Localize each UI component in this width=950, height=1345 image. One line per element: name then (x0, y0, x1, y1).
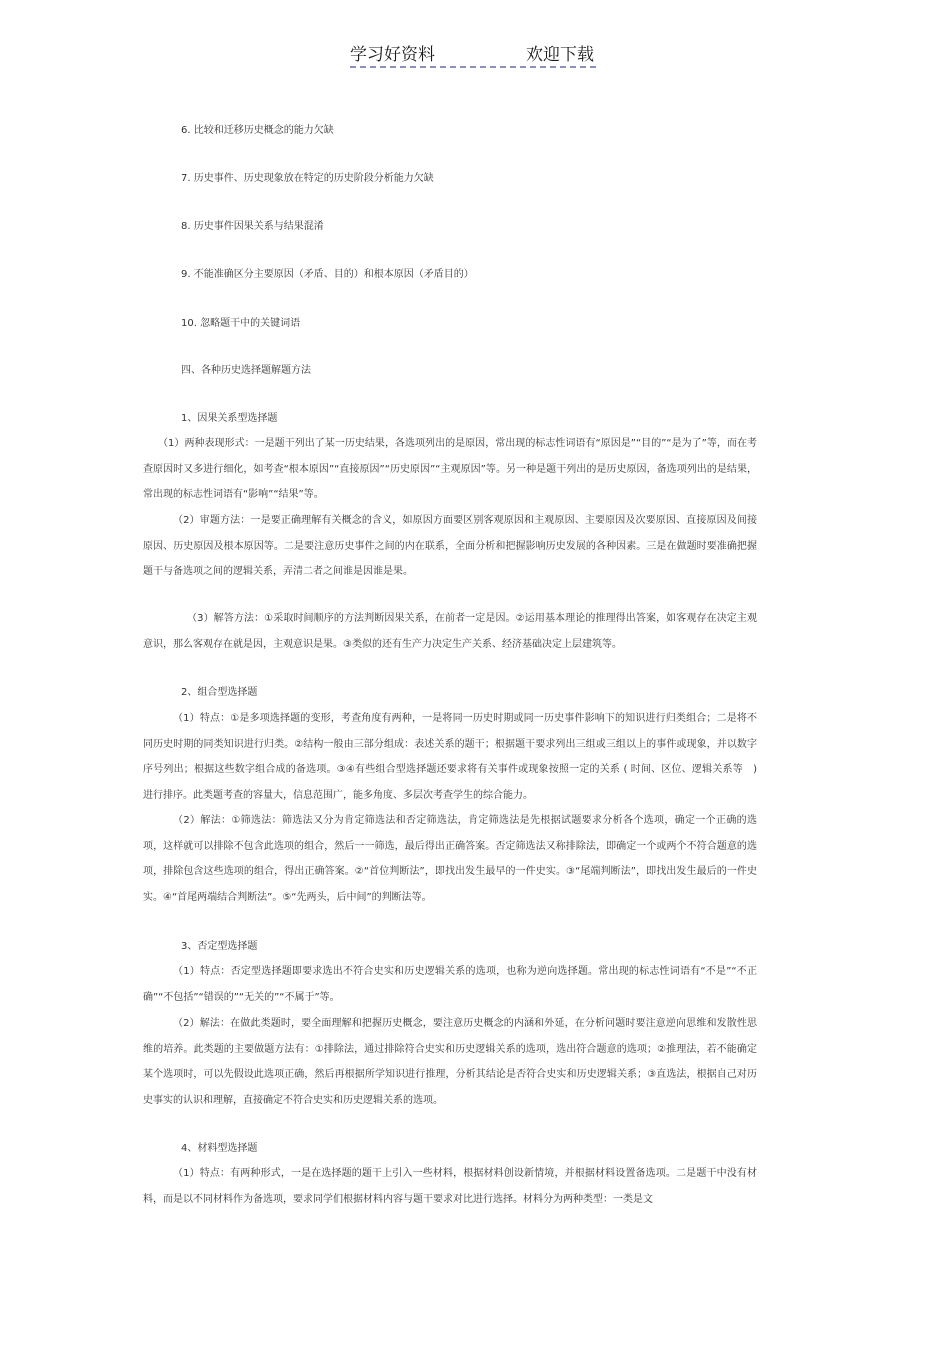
subsection-title: 2、组合型选择题 (181, 687, 258, 698)
paragraph: （1）特点：①是多项选择题的变形，考查角度有两种，一是将同一历史时期或同一历史事件影响下的知识进行归类组合；二是将不同历史时期的同类知识进行归类。②结构一般由三部分组成：表述关系的题干；根据题干要求列出三组或三组以上的事件或现象，并以数字序号列出；根据这些数字组合成的备选项。③④有些组合型选择题还要求将有关事件或现象按照一定的关系 ( 时间、区位、逻辑关系等 ) 进行排序。此类题考查的容量大，信息范围广，能多角度、多层次考查学生的综合能力。 (143, 713, 757, 801)
subsection-title: 3、否定型选择题 (181, 941, 258, 952)
subsection-title: 1、因果关系型选择题 (181, 413, 278, 424)
paragraph: （2）审题方法：一是要正确理解有关概念的含义，如原因方面要区别客观原因和主观原因、主要原因及次要原因、直接原因及间接原因、历史原因及根本原因等。二是要注意历史事件之间的内在联系，全面分析和把握影响历史发展的各种因素。三是在做题时要准确把握题干与备选项之间的逻辑关系，弄清二者之间谁是因谁是果。 (143, 515, 757, 577)
list-item: 7. 历史事件、历史现象放在特定的历史阶段分析能力欠缺 (181, 173, 434, 184)
list-item: 6. 比较和迁移历史概念的能力欠缺 (181, 125, 334, 136)
header-right-text: 欢迎下载 (526, 45, 594, 65)
list-item: 10. 忽略题干中的关键词语 (181, 318, 301, 329)
section-heading: 四、各种历史选择题解题方法 (181, 365, 311, 376)
paragraph: （2）解法：①筛选法：筛选法又分为肯定筛选法和否定筛选法，肯定筛选法是先根据试题要求分析各个选项，确定一个正确的选项，这样就可以排除不包含此选项的组合，然后一一筛选，最后得出正确答案。否定筛选法又称排除法，即确定一个或两个不符合题意的选项，排除包含这些选项的组合，得出正确答案。②“首位判断法”，即找出发生最早的一件史实。③“尾端判断法”，即找出发生最后的一件史实。④“首尾两端结合判断法”。⑤“先两头，后中间”的判断法等。 (143, 815, 757, 903)
list-item: 9. 不能准确区分主要原因（矛盾、目的）和根本原因（矛盾目的） (181, 269, 474, 280)
subsection-title: 4、材料型选择题 (181, 1143, 258, 1154)
paragraph: （1）特点：否定型选择题即要求选出不符合史实和历史逻辑关系的选项，也称为逆向选择题。常出现的标志性词语有“不是”“不正确”“不包括”“错误的”“无关的”“不属于”等。 (143, 966, 757, 1003)
page-header (350, 40, 596, 68)
paragraph: （1）特点：有两种形式，一是在选择题的题干上引入一些材料，根据材料创设新情境，并根据材料设置备选项。二是题干中没有材料，而是以不同材料作为备选项，要求同学们根据材料内容与题干要求对比进行选择。材料分为两种类型：一类是文 (143, 1168, 757, 1205)
header-left-text: 学习好资料 (350, 45, 435, 65)
paragraph: （2）解法：在做此类题时，要全面理解和把握历史概念，要注意历史概念的内涵和外延，在分析问题时要注意逆向思维和发散性思维的培养。此类题的主要做题方法有：①排除法，通过排除符合史实和历史逻辑关系的选项，选出符合题意的选项；②推理法，若不能确定某个选项时，可以先假设此选项正确，然后再根据所学知识进行推理，分析其结论是否符合史实和历史逻辑关系；③直选法，根据自己对历史事实的认识和理解，直接确定不符合史实和历史逻辑关系的选项。 (143, 1018, 757, 1106)
list-item: 8. 历史事件因果关系与结果混淆 (181, 221, 324, 232)
paragraph: （3）解答方法：①采取时间顺序的方法判断因果关系，在前者一定是因。②运用基本理论的推理得出答案，如客观存在决定主观意识，那么客观存在就是因，主观意识是果。③类似的还有生产力决定生产关系、经济基础决定上层建筑等。 (143, 613, 757, 650)
paragraph: （1）两种表现形式：一是题干列出了某一历史结果，各选项列出的是原因，常出现的标志性词语有“原因是”“目的”“是为了”等，而在考查原因时又多进行细化，如考查“根本原因”“直接原因”“历史原因”“主观原因”等。另一种是题干列出的是历史原因，备选项列出的是结果，常出现的标志性词语有“影响”“结果”等。 (143, 438, 757, 500)
